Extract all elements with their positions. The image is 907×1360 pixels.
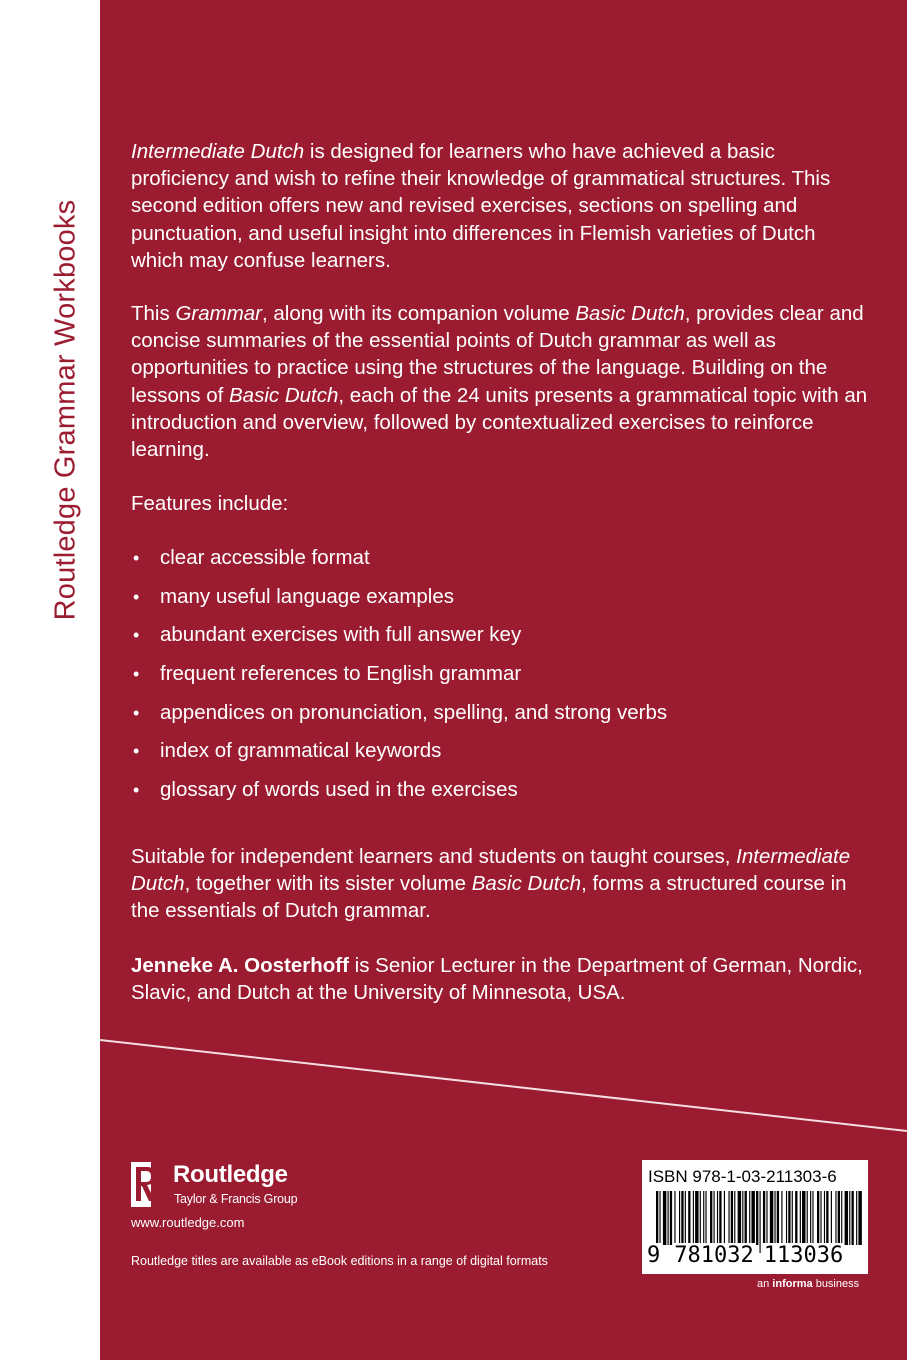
italic-term: Basic Dutch	[229, 383, 339, 407]
italic-term: Grammar	[175, 302, 262, 325]
barcode-bar	[714, 1191, 715, 1245]
barcode-bar	[663, 1191, 666, 1245]
blurb-paragraph-3	[131, 843, 871, 925]
barcode-bar	[824, 1191, 825, 1245]
barcode-bar	[679, 1191, 680, 1245]
bullet-icon: •	[133, 780, 140, 801]
barcode-bar	[749, 1191, 750, 1245]
book-title-italic: Intermediate Dutch	[131, 140, 305, 163]
barcode-bar	[756, 1191, 758, 1245]
barcode-bar	[852, 1191, 854, 1245]
isbn-barcode	[642, 1160, 868, 1274]
barcode-bar	[745, 1191, 747, 1245]
features-list	[131, 541, 871, 812]
book-spine-strip	[0, 0, 100, 1360]
publisher-name: Routledge	[173, 1161, 288, 1188]
barcode-bar	[668, 1191, 669, 1245]
bullet-icon: •	[133, 586, 140, 607]
author-bio-text: is Senior Lecturer in the Department of German, Nordic, Slavic, and Dutch at the University of Minnesota, USA.	[131, 954, 863, 1005]
ean-right-group: 113036	[763, 1243, 844, 1268]
barcode-bar	[800, 1191, 801, 1245]
blurb-text: This	[131, 302, 176, 325]
bullet-icon: •	[133, 548, 140, 568]
barcode-bar	[695, 1191, 698, 1245]
barcode-bar	[674, 1191, 675, 1245]
ean-left-group: 781032	[674, 1243, 754, 1268]
barcode-bar	[835, 1191, 836, 1245]
list-item	[131, 773, 871, 812]
barcode-bar	[688, 1191, 690, 1245]
list-item	[131, 580, 871, 619]
barcode-bar	[703, 1191, 704, 1245]
barcode-bar	[738, 1191, 741, 1245]
bullet-icon: •	[133, 702, 140, 723]
barcode-bar	[831, 1191, 832, 1245]
barcode-bar	[734, 1191, 735, 1245]
list-item	[131, 657, 871, 696]
author-name: Jenneke A. Oosterhoff	[131, 954, 349, 977]
feature-text: frequent references to English grammar	[160, 662, 522, 686]
barcode-bar	[700, 1191, 701, 1245]
barcode-bar	[751, 1191, 754, 1245]
barcode-bar	[742, 1191, 743, 1245]
feature-text: appendices on pronunciation, spelling, and strong verbs	[160, 700, 668, 724]
barcode-bar	[693, 1191, 694, 1245]
italic-term: Basic Dutch	[471, 872, 582, 896]
italic-term: Intermediate Dutch	[131, 845, 851, 896]
blurb-text: , forms a structured course in the essentials of Dutch grammar.	[131, 872, 847, 923]
ean-lead-digit: 9	[647, 1243, 661, 1268]
barcode-bar	[817, 1191, 819, 1245]
barcode-bar	[774, 1191, 775, 1245]
blurb-text: , provides clear and concise summaries of the essential points of Dutch grammar as well as opportunities to practice using the structures of the language. Building on the lessons of	[131, 302, 864, 407]
author-bio	[131, 952, 871, 1006]
blurb-paragraph-1	[131, 138, 871, 274]
publisher-logo	[131, 1161, 311, 1211]
barcode-bar	[724, 1191, 725, 1245]
tagline-suffix: business	[812, 1278, 860, 1290]
series-title: Routledge Grammar Workbooks	[49, 199, 82, 621]
barcode-bar	[777, 1191, 779, 1245]
barcode-bar	[717, 1191, 718, 1245]
barcode-bar	[826, 1191, 828, 1245]
blurb-text: , together with its sister volume	[184, 872, 472, 896]
barcode-bar	[802, 1191, 805, 1245]
feature-text: many useful language examples	[160, 584, 455, 608]
barcode-bar	[807, 1191, 808, 1245]
barcode-bar	[685, 1191, 686, 1245]
ean-digits	[646, 1243, 862, 1269]
barcode-bar	[670, 1191, 672, 1245]
ebook-note: Routledge titles are available as eBook editions in a range of digital formats	[131, 1254, 548, 1268]
barcode-bar	[810, 1191, 811, 1245]
barcode-bar	[681, 1191, 683, 1245]
barcode-bar	[710, 1191, 712, 1245]
list-item	[131, 541, 871, 580]
barcode-bar	[858, 1191, 861, 1245]
tagline-prefix: an	[757, 1278, 773, 1290]
bullet-icon: •	[133, 741, 140, 762]
isbn-label: ISBN 978-1-03-211303-6	[648, 1167, 837, 1186]
barcode-bar	[781, 1191, 782, 1245]
barcode-bar	[792, 1191, 793, 1245]
barcode-bar	[728, 1191, 729, 1245]
barcode-bar	[795, 1191, 797, 1245]
barcode-bar	[812, 1191, 813, 1245]
barcode-bar	[705, 1191, 706, 1245]
bullet-icon: •	[133, 625, 140, 646]
feature-text: glossary of words used in the exercises	[160, 778, 518, 802]
barcode-bar	[719, 1191, 721, 1245]
barcode-bar	[731, 1191, 733, 1245]
bullet-icon: •	[133, 664, 140, 685]
blurb-text: , each of the 24 units presents a grammatical topic with an introduction and overview, followed by contextualized exercises to reinforce learning.	[131, 383, 868, 462]
feature-text: clear accessible format	[160, 546, 370, 569]
barcode-bar	[820, 1191, 821, 1245]
barcode-bar	[766, 1191, 767, 1245]
tagline-bold: informa	[772, 1278, 813, 1290]
barcode-bar	[856, 1191, 857, 1245]
informa-tagline	[757, 1277, 859, 1291]
publisher-website: www.routledge.com	[131, 1215, 245, 1230]
list-item	[131, 696, 871, 735]
features-intro: Features include:	[131, 492, 289, 515]
barcode-bar	[841, 1191, 842, 1245]
barcode-bar	[849, 1191, 850, 1245]
list-item	[131, 734, 871, 773]
barcode-bar	[838, 1191, 840, 1245]
blurb-paragraph-2	[131, 300, 871, 463]
back-cover	[100, 0, 907, 1360]
blurb-text: Suitable for independent learners and students on taught courses,	[131, 845, 737, 868]
routledge-r-logo-icon	[131, 1161, 167, 1211]
barcode-bar	[845, 1191, 848, 1245]
barcode-bar	[786, 1191, 787, 1245]
barcode-bar	[788, 1191, 790, 1245]
italic-term: Basic Dutch	[575, 302, 685, 325]
blurb-text: is designed for learners who have achieved a basic proficiency and wish to refine their knowledge of grammatical structures. This second edition offers new and revised exercises, sections on spelling and punctuation, and useful insight into differences in Flemish varieties of Dutch which may confuse learners.	[131, 140, 831, 272]
feature-text: index of grammatical keywords	[160, 739, 442, 763]
barcode-bar	[770, 1191, 773, 1245]
list-item	[131, 618, 871, 657]
blurb-text: , along with its companion volume	[262, 302, 576, 325]
feature-text: abundant exercises with full answer key	[160, 623, 522, 647]
publisher-group: Taylor & Francis Group	[174, 1192, 298, 1206]
